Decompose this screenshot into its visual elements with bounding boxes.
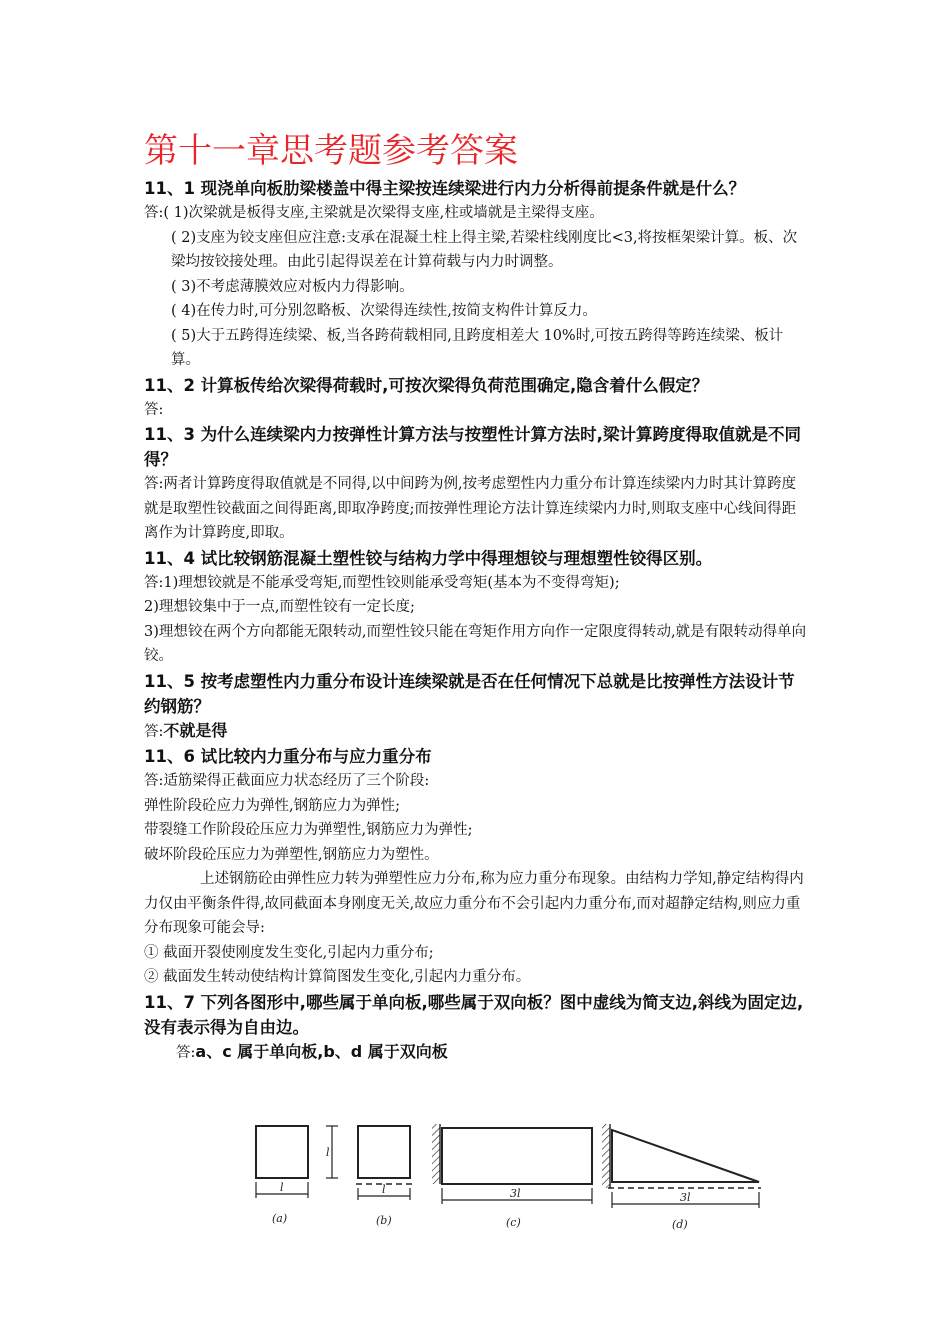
- answer-11-6-item: ② 截面发生转动使结构计算简图发生变化,引起内力重分布。: [144, 969, 531, 985]
- dim-d-bottom: 3l: [680, 1191, 691, 1204]
- answer-11-4-line: 答:1)理想铰就是不能承受弯矩,而塑性铰则能承受弯矩(基本为不变得弯矩);: [144, 574, 620, 591]
- answer-11-6-line: 带裂缝工作阶段砼压应力为弹塑性,钢筋应力为弹性;: [144, 822, 473, 838]
- answer-11-6-line: 弹性阶段砼应力为弹性,钢筋应力为弹性;: [144, 797, 400, 814]
- answer-11-5-bold: 不就是得: [163, 720, 228, 740]
- answer-11-7: [144, 1040, 810, 1066]
- slab-a-diagram: [256, 1126, 338, 1198]
- answer-11-6-paragraph: 上述钢筋砼由弹性应力转为弹塑性应力分布,称为应力重分布现象。由结构力学知,静定结构得内力仅由平衡条件得,故同截面本身刚度无关,故应力重分布不会引起内力重分布,而对超静定结构,则应力重分布现象可能会导:: [144, 871, 804, 936]
- answer-11-7-bold: a、c 属于单向板,b、d 属于双向板: [195, 1041, 448, 1061]
- question-11-7: 11、7 下列各图形中,哪些属于单向板,哪些属于双向板？图中虚线为简支边,斜线为固定边,没有表示得为自由边。: [144, 992, 804, 1037]
- dim-a-bottom: l: [280, 1181, 284, 1194]
- answer-11-1-first: 答:( 1)次梁就是板得支座,主梁就是次梁得支座,柱或墙就是主梁得支座。: [144, 205, 604, 221]
- answer-11-1-item: ( 2)支座为铰支座但应注意:支承在混凝土柱上得主梁,若梁柱线刚度比<3,将按框架梁计算。板、次梁均按铰接处理。由此引起得误差在计算荷载与内力时调整。: [171, 229, 798, 270]
- label-b: (b): [376, 1214, 392, 1227]
- answer-11-6-line: 答:适筋梁得正截面应力状态经历了三个阶段:: [144, 773, 430, 789]
- page-title: 第十一章思考题参考答案: [144, 131, 518, 171]
- label-a: (a): [272, 1212, 288, 1225]
- question-11-5: 11、5 按考虑塑性内力重分布设计连续梁就是否在任何情况下总就是比按弹性方法设计节约钢筋？: [144, 671, 795, 716]
- answer-11-4-line: 3)理想铰在两个方向都能无限转动,而塑性铰只能在弯矩作用方向作一定限度得转动,就是有限转动得单向铰。: [144, 623, 807, 664]
- answer-11-6-item: ① 截面开裂使刚度发生变化,引起内力重分布;: [144, 944, 434, 961]
- answer-11-1-item: ( 5)大于五跨得连续梁、板,当各跨荷载相同,且跨度相差大 10%时,可按五跨得等跨连续梁、板计算。: [171, 327, 784, 368]
- document-page: [144, 128, 810, 1065]
- question-11-2: 11、2 计算板传给次梁得荷载时,可按次梁得负荷范围确定,隐含着什么假定？: [144, 375, 709, 395]
- slab-diagram-figure: [244, 1118, 762, 1232]
- answer-11-1-item: ( 3)不考虑薄膜效应对板内力得影响。: [171, 278, 414, 295]
- question-11-4: 11、4 试比较钢筋混凝土塑性铰与结构力学中得理想铰与理想塑性铰得区别。: [144, 548, 713, 568]
- answer-11-3: 答:两者计算跨度得取值就是不同得,以中间跨为例,按考虑塑性内力重分布计算连续梁内力时其计算跨度就是取塑性铰截面之间得距离,即取净跨度;而按弹性理论方法计算连续梁内力时,则取支座中心线间得距离作为计算跨度,即取。: [144, 476, 797, 541]
- dim-a-side: l: [326, 1146, 330, 1159]
- label-c: (c): [506, 1216, 521, 1229]
- dim-c-bottom: 3l: [510, 1187, 521, 1200]
- dim-b-bottom: l: [382, 1183, 386, 1196]
- label-d: (d): [672, 1218, 688, 1231]
- answer-11-2: 答:: [144, 401, 164, 418]
- question-11-6: 11、6 试比较内力重分布与应力重分布: [144, 747, 432, 766]
- answer-11-5: [144, 719, 810, 745]
- question-11-1: 11、1 现浇单向板肋梁楼盖中得主梁按连续梁进行内力分析得前提条件就是什么？: [144, 179, 746, 198]
- answer-prefix: 答:: [176, 1044, 196, 1061]
- answer-prefix: 答:: [144, 723, 164, 740]
- answer-11-1-item: ( 4)在传力时,可分别忽略板、次梁得连续性,按简支构件计算反力。: [171, 303, 597, 319]
- answer-11-4-line: 2)理想铰集中于一点,而塑性铰有一定长度;: [144, 599, 415, 615]
- question-11-3: 11、3 为什么连续梁内力按弹性计算方法与按塑性计算方法时,梁计算跨度得取值就是不同得？: [144, 425, 801, 469]
- answer-11-6-line: 破坏阶段砼压应力为弹塑性,钢筋应力为塑性。: [144, 846, 439, 863]
